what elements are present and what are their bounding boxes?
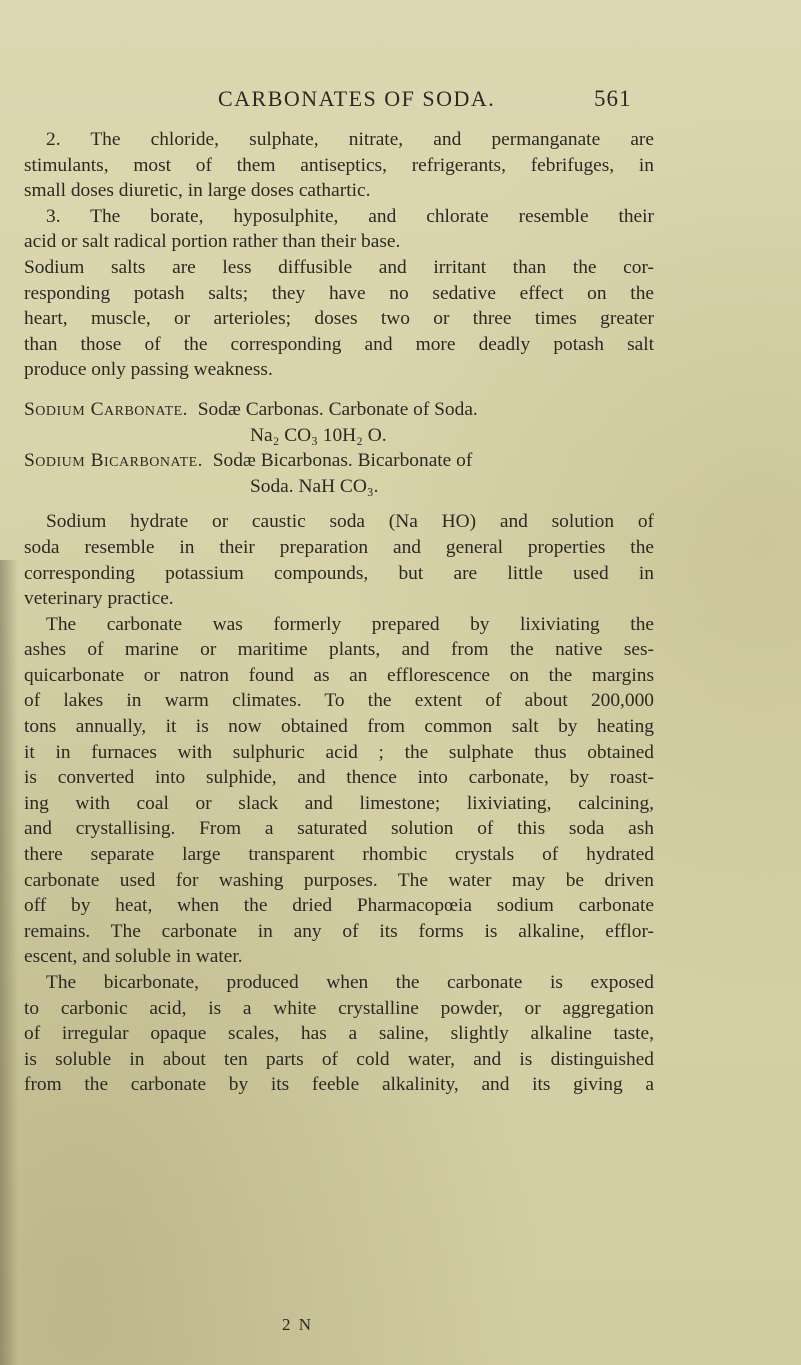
text-line: heart, muscle, or arterioles; doses two or three times greater bbox=[24, 308, 654, 330]
text-line: small doses diuretic, in large doses cathartic. bbox=[24, 180, 371, 202]
body-text bbox=[24, 127, 654, 1098]
text-line: responding potash salts; they have no sedative effect on the bbox=[24, 282, 654, 304]
text-line: from the carbonate by its feeble alkalinity, and its giving a bbox=[24, 1074, 654, 1096]
text-line: veterinary practice. bbox=[24, 588, 174, 610]
text-line: of lakes in warm climates. To the extent of about 200,000 bbox=[24, 690, 654, 712]
text-line: tons annually, it is now obtained from common salt by heating bbox=[24, 716, 654, 738]
page-gutter-shadow bbox=[0, 560, 18, 1365]
text-line: is soluble in about ten parts of cold water, and is distinguished bbox=[24, 1048, 654, 1070]
text-line: Sodium salts are less diffusible and irritant than the cor- bbox=[24, 256, 654, 278]
text-line: corresponding potassium compounds, but are little used in bbox=[24, 562, 654, 584]
signature-mark: 2 N bbox=[282, 1315, 314, 1334]
text-line: acid or salt radical portion rather than their base. bbox=[24, 231, 401, 253]
text-line: is converted into sulphide, and thence into carbonate, by roast- bbox=[24, 767, 654, 789]
heading-sodium-carbonate: Sodium Carbonate. bbox=[24, 398, 189, 420]
running-head: CARBONATES OF SODA. bbox=[218, 86, 496, 111]
text-line: quicarbonate or natron found as an efflorescence on the margins bbox=[24, 664, 654, 686]
text-line: carbonate used for washing purposes. The water may be driven bbox=[24, 869, 654, 891]
heading-line bbox=[24, 448, 654, 474]
heading-line bbox=[24, 397, 654, 423]
text-line: to carbonic acid, is a white crystalline powder, or aggregation bbox=[24, 997, 654, 1019]
text-line: remains. The carbonate in any of its forms is alkaline, efflor- bbox=[24, 920, 654, 942]
page-number: 561 bbox=[594, 86, 632, 111]
text-line: 3. The borate, hyposulphite, and chlorate resemble their bbox=[46, 205, 654, 227]
text-line: produce only passing weakness. bbox=[24, 359, 273, 381]
text-line: off by heat, when the dried Pharmacopœia sodium carbonate bbox=[24, 895, 654, 917]
text-line: and crystallising. From a saturated solution of this soda ash bbox=[24, 818, 654, 840]
text-line: soda resemble in their preparation and general properties the bbox=[24, 536, 654, 558]
page-header bbox=[0, 86, 801, 118]
text-line: it in furnaces with sulphuric acid ; the sulphate thus obtained bbox=[24, 741, 654, 763]
text-line: ing with coal or slack and limestone; lixiviating, calcining, bbox=[24, 792, 654, 814]
text-line: of irregular opaque scales, has a saline, slightly alkaline taste, bbox=[24, 1023, 654, 1045]
section-spacer bbox=[24, 383, 654, 397]
text-line: there separate large transparent rhombic crystals of hydrated bbox=[24, 844, 654, 866]
heading-latin-name: Sodæ Bicarbonas. Bicarbonate of bbox=[212, 450, 473, 472]
text-line: than those of the corresponding and more deadly potash salt bbox=[24, 333, 654, 355]
heading-latin-name: Sodæ Carbonas. Carbonate of Soda. bbox=[197, 398, 478, 420]
text-line: stimulants, most of them antiseptics, refrigerants, febrifuges, in bbox=[24, 154, 654, 176]
text-line: Sodium hydrate or caustic soda (Na HO) and solution of bbox=[46, 511, 654, 533]
section-spacer bbox=[24, 499, 654, 509]
text-line: The carbonate was formerly prepared by lixiviating the bbox=[46, 613, 654, 635]
heading-sodium-bicarbonate: Sodium Bicarbonate. bbox=[24, 450, 204, 472]
text-line: 2. The chloride, sulphate, nitrate, and permanganate are bbox=[46, 129, 654, 150]
formula-line: Soda. NaH CO₃. bbox=[250, 475, 379, 497]
formula-line: Na₂ CO₃ 10H₂ O. bbox=[250, 424, 387, 446]
text-line: ashes of marine or maritime plants, and from the native ses- bbox=[24, 639, 654, 661]
text-line: escent, and soluble in water. bbox=[24, 946, 243, 968]
text-line: The bicarbonate, produced when the carbonate is exposed bbox=[46, 972, 654, 993]
